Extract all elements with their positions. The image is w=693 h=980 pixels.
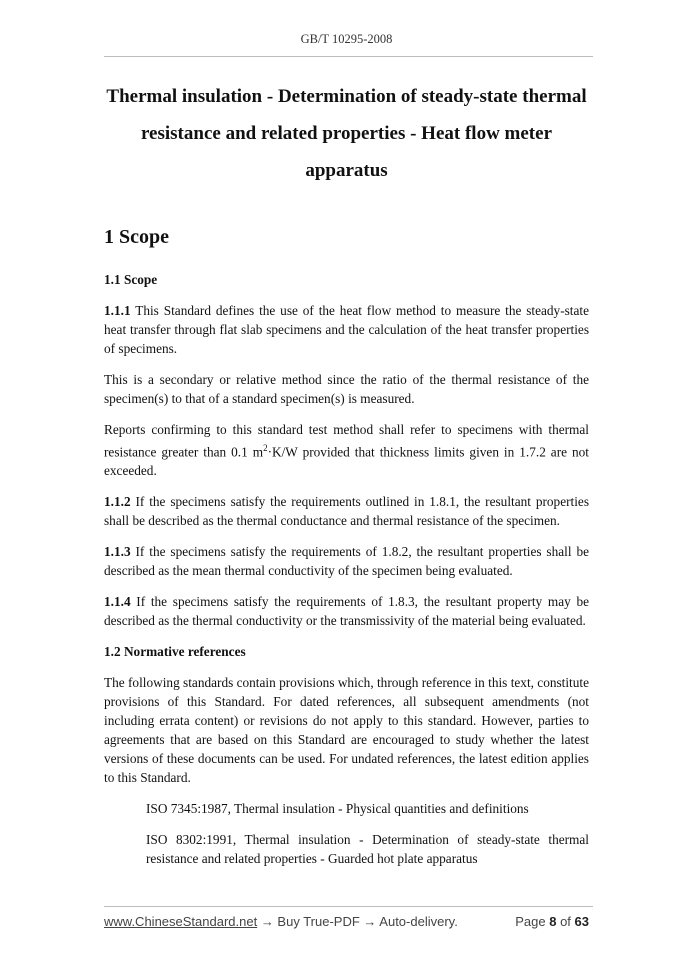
current-page: 8 [549, 914, 557, 929]
superscript: 2 [263, 443, 268, 453]
page-header: GB/T 10295-2008 [300, 32, 393, 46]
clause-number: 1.1.1 [104, 303, 131, 318]
clause-text: If the specimens satisfy the requirements outlined in 1.8.1, the resultant properties shall be described as the thermal conductance and thermal resistance of the specimen. [104, 494, 589, 529]
subsection-heading-1-1: 1.1 Scope [104, 272, 158, 287]
reference-item: ISO 7345:1987, Thermal insulation - Physical quantities and definitions [146, 801, 529, 817]
paragraph-1-1-2 [104, 492, 589, 530]
paragraph-1-1-1 [104, 301, 589, 358]
page-number [515, 914, 589, 929]
clause-number: 1.1.4 [104, 594, 131, 610]
website-link[interactable]: www.ChineseStandard.net [104, 914, 258, 929]
paragraph-secondary-method: This is a secondary or relative method since the ratio of the thermal resistance of the specimen(s) to that of a standard specimen(s) is measured. [104, 372, 589, 406]
footer-divider [104, 906, 593, 907]
of-label: of [560, 914, 571, 929]
title-line-3: apparatus [305, 160, 388, 181]
paragraph-1-1-4 [104, 592, 589, 630]
paragraph-1-1-3 [104, 542, 589, 580]
paragraph-normative: The following standards contain provisions which, through reference in this text, constitute provisions of this Standard. For dated references, all subsequent amendments (not including errata content) or revisions do not apply to this standard. However, parties to agreements that are based on this Standard are encouraged to study whether the latest versions of these documents can be used. For undated references, the latest edition applies to this Standard. [104, 675, 589, 786]
document-title [100, 78, 593, 189]
subsection-heading-1-2: 1.2 Normative references [104, 644, 246, 660]
clause-text: If the specimens satisfy the requirements of 1.8.3, the resultant property may be described as the thermal conductivity or the transmissivity of the material being evaluated. [104, 594, 589, 629]
header-divider [104, 56, 593, 57]
clause-text: This Standard defines the use of the heat flow method to measure the steady-state heat transfer through flat slab specimens and the calculation of the heat transfer properties of specimens. [104, 303, 589, 356]
reference-item: ISO 8302:1991, Thermal insulation - Determination of steady-state thermal resistance and related properties - Guarded hot plate apparatus [146, 832, 589, 867]
section-heading-scope: 1 Scope [104, 226, 169, 248]
page-label: Page [515, 914, 546, 929]
title-line-2: resistance and related properties - Heat flow meter [140, 123, 553, 144]
footer-promo: → Buy True-PDF → Auto-delivery. [257, 914, 458, 929]
document-body [104, 270, 589, 880]
reports-text-after: ·K/W provided that thickness limits given in 1.7.2 are not exceeded. [104, 444, 590, 479]
clause-text: If the specimens satisfy the requirements of 1.8.2, the resultant properties shall be described as the mean thermal conductivity of the specimen being evaluated. [104, 544, 589, 579]
clause-number: 1.1.3 [104, 544, 131, 560]
clause-number: 1.1.2 [104, 494, 131, 510]
page-footer [104, 914, 589, 929]
reports-text-before: Reports confirming to this standard test method shall refer to specimens with thermal resistance greater than 0.1 m [104, 422, 589, 460]
paragraph-reports [104, 420, 589, 480]
total-pages: 63 [574, 914, 589, 929]
title-line-1: Thermal insulation - Determination of steady-state thermal [106, 86, 587, 107]
